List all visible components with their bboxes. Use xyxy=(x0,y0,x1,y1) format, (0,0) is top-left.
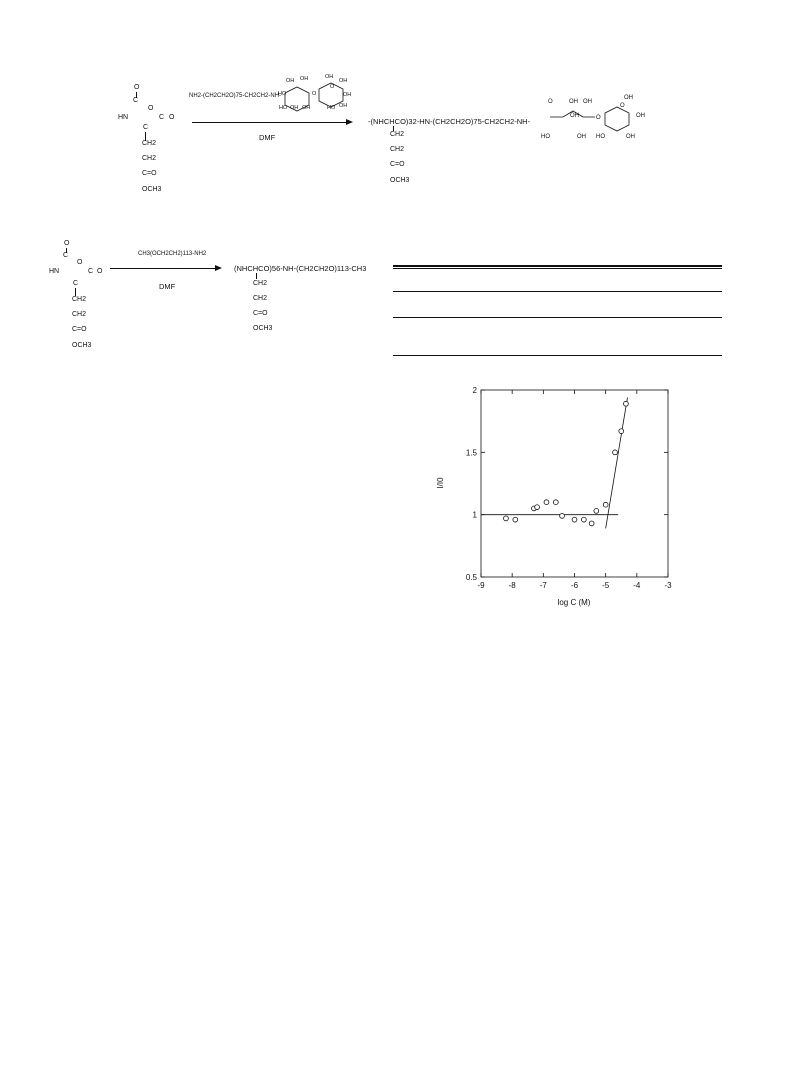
sugar-label: OH xyxy=(570,113,579,119)
sugar-label: OH xyxy=(343,92,352,98)
nca-c1: C xyxy=(133,97,139,104)
arrow-head-icon xyxy=(346,119,353,125)
product-side-chain: OCH3 xyxy=(390,177,410,184)
nca-c2: C xyxy=(88,268,94,275)
scheme2-product-backbone: (NHCHCO)56-NH-(CH2CH2O)113-CH3 xyxy=(234,264,367,273)
sugar-label: OH xyxy=(300,76,309,82)
sugar-label: O xyxy=(620,103,625,109)
nca-o-carbonyl: O xyxy=(97,268,103,275)
x-tick-label: -6 xyxy=(570,581,579,590)
side-chain-ch2-a: CH2 xyxy=(142,140,157,147)
side-chain-ester: OCH3 xyxy=(142,186,162,193)
nca-o-carbonyl: O xyxy=(169,114,175,121)
nca-c2: C xyxy=(159,114,165,121)
data-point xyxy=(544,500,549,505)
data-point xyxy=(594,509,599,514)
data-point xyxy=(589,521,594,526)
data-point xyxy=(504,516,509,521)
side-chain-ch2-a: CH2 xyxy=(72,296,87,303)
plot-frame xyxy=(481,390,668,577)
x-tick-label: -8 xyxy=(508,581,516,590)
bond xyxy=(75,288,76,296)
product-side-chain: C=O xyxy=(390,161,405,168)
reaction-arrow xyxy=(192,122,347,123)
data-point xyxy=(619,429,624,434)
side-chain-carbonyl: C=O xyxy=(72,326,87,333)
table-row-rule xyxy=(393,317,722,318)
sugar-label: HO xyxy=(278,91,287,97)
nca-o-top: O xyxy=(64,240,70,247)
nca-c3: C xyxy=(143,124,149,131)
arrow-head-icon xyxy=(215,265,222,271)
nca-c1: C xyxy=(63,252,69,259)
scheme1-conditions: DMF xyxy=(259,133,276,142)
scheme1-reagent: NH2-(CH2CH2O)75-CH2CH2-NH- xyxy=(189,93,282,99)
data-point xyxy=(535,505,540,510)
sugar-label: OH xyxy=(302,105,311,111)
nca-hn: HN xyxy=(49,268,60,275)
product-side-chain: CH2 xyxy=(390,146,405,153)
fluorescence-chart xyxy=(425,380,685,610)
sugar-label: OH xyxy=(339,78,348,84)
sugar-label: O xyxy=(548,99,553,105)
x-tick-label: -4 xyxy=(633,581,641,590)
x-tick-label: -7 xyxy=(539,581,547,590)
bond xyxy=(256,273,257,279)
y-tick-label: 1.5 xyxy=(465,448,477,458)
side-chain-ch2-b: CH2 xyxy=(72,311,87,318)
sugar-label: OH xyxy=(286,78,295,84)
scheme2-reagent: CH3(OCH2CH2)113-NH2 xyxy=(138,251,207,257)
sugar-label: OH xyxy=(624,95,633,101)
scheme1-product-backbone: -(NHCHCO)32-HN-(CH2CH2O)75-CH2CH2-NH- xyxy=(368,117,531,126)
x-tick-label: -3 xyxy=(664,581,672,590)
y-tick-label: 0.5 xyxy=(465,573,477,582)
scheme2-conditions: DMF xyxy=(159,282,176,291)
nca-o-ring: O xyxy=(77,259,83,266)
sugar-label: O xyxy=(330,84,335,90)
nca-c3: C xyxy=(73,280,79,287)
sugar-label: OH xyxy=(339,103,348,109)
x-tick-label: -5 xyxy=(602,581,610,590)
sugar-label: OH xyxy=(577,134,586,140)
sugar-label: OH xyxy=(325,74,334,80)
fit-line xyxy=(606,397,628,528)
y-axis-label: I/I0 xyxy=(436,477,445,489)
side-chain-ch2-b: CH2 xyxy=(142,155,157,162)
sugar-label: OH xyxy=(290,105,299,111)
data-point xyxy=(613,450,618,455)
sugar-label: OH xyxy=(569,99,578,105)
product-side-chain: CH2 xyxy=(253,295,268,302)
data-point xyxy=(581,517,586,522)
nca-o-top: O xyxy=(134,84,140,91)
sugar-label: HO xyxy=(596,134,605,140)
sugar-label: HO xyxy=(279,105,288,111)
x-tick-label: -9 xyxy=(477,581,485,590)
y-tick-label: 2 xyxy=(472,386,477,395)
data-point xyxy=(553,500,558,505)
nca-hn: HN xyxy=(118,114,129,121)
data-point xyxy=(513,517,518,522)
sugar-label: O xyxy=(596,115,601,121)
data-point xyxy=(603,502,608,507)
nca-o-ring: O xyxy=(148,105,154,112)
sugar-label: OH xyxy=(583,99,592,105)
y-tick-label: 1 xyxy=(472,510,477,520)
table-header-rule xyxy=(393,291,722,292)
product-side-chain: CH2 xyxy=(390,131,405,138)
side-chain-carbonyl: C=O xyxy=(142,170,157,177)
table-bottom-rule xyxy=(393,355,722,356)
product-side-chain: CH2 xyxy=(253,280,268,287)
sugar-label: HO xyxy=(541,134,550,140)
sugar-label: OH xyxy=(626,134,635,140)
x-axis-label: log C (M) xyxy=(557,598,591,607)
reaction-arrow xyxy=(110,268,216,269)
data-point xyxy=(572,517,577,522)
table-top-rule-inner xyxy=(393,268,722,269)
data-point xyxy=(624,401,629,406)
data-point xyxy=(560,514,565,519)
product-side-chain: OCH3 xyxy=(253,325,273,332)
side-chain-ester: OCH3 xyxy=(72,342,92,349)
product-side-chain: C=O xyxy=(253,310,268,317)
sugar-label: OH xyxy=(636,113,645,119)
sugar-label: HO xyxy=(327,105,336,111)
table-top-rule xyxy=(393,265,722,267)
sugar-label: O xyxy=(312,91,317,97)
